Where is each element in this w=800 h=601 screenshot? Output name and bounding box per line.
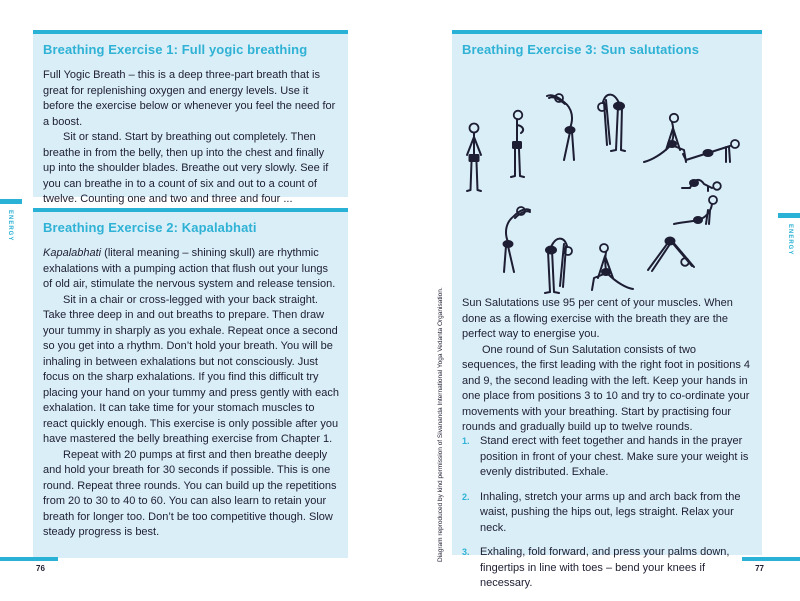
- exercise3-title: Breathing Exercise 3: Sun salutations: [462, 42, 700, 57]
- step-number: 3.: [462, 547, 470, 557]
- energy-tab-label-left: ENERGY: [7, 210, 13, 242]
- step-text: Stand erect with feet together and hands in the prayer position in front of your chest. Make sure your weight is evenly distributed. Exhale.: [480, 435, 749, 478]
- sun-salutation-diagram: [454, 62, 760, 294]
- folio-bar-left: [0, 557, 58, 561]
- exercise1-title: Breathing Exercise 1: Full yogic breathing: [43, 42, 308, 57]
- exercise2-italic-lead: Kapalabhati: [43, 247, 102, 259]
- exercise2-paragraph-rest: (literal meaning – shining skull) are rhythmic exhalations with a pumping action that flush out your lungs of old air, stimulate the nervous system and release tension.: [43, 247, 336, 290]
- step-number: 2.: [462, 491, 470, 502]
- exercise3-body: [462, 296, 754, 436]
- callout-breathing-exercise-2: [33, 208, 348, 558]
- step-text: Inhaling, stretch your arms up and arch back from the waist, pushing the hips out, legs straight. Relax your neck.: [480, 490, 741, 534]
- page-number-right: 77: [755, 564, 764, 573]
- exercise3-steps: [462, 434, 758, 601]
- exercise2-paragraph: Repeat with 20 pumps at first and then breathe deeply and hold your breath for 30 seconds if possible. This is one round. Repeat three rounds. You can build up the repetitions from 20 to 30 to 40 to 60. You can also learn to retain your breath for longer too. Don’t be too competitive though. Slow steady progress is best.: [43, 448, 337, 538]
- energy-tab-bar-right: [778, 213, 800, 218]
- exercise3-paragraph: Sun Salutations use 95 per cent of your muscles. When done as a flowing exercise with the breath they are the perfect way to energise you.: [462, 297, 733, 340]
- diagram-credit: Diagram reproduced by kind permission of Sivananda International Yoga Vedanta Organisation.: [437, 287, 444, 562]
- step-text: Exhaling, fold forward, and press your palms down, fingertips in line with toes – bend your knees if necessary.: [480, 546, 730, 589]
- step-item: [462, 434, 758, 481]
- step-number: 1.: [462, 436, 470, 446]
- step-item: [462, 490, 758, 537]
- exercise3-paragraph: One round of Sun Salutation consists of two sequences, the first leading with the right foot in positions 4 and 9, the second leading with the left. Keep your hands in one place from positions 3 to 10 and try to co-ordinate your movements with your breathing. Start by practising four rounds and gradually build up to twelve rounds.: [462, 343, 751, 433]
- step-item: [462, 545, 758, 592]
- callout-breathing-exercise-1: [33, 30, 348, 205]
- exercise1-paragraph: Sit or stand. Start by breathing out completely. Then breathe in from the belly, then up into the chest and finally up into the shoulder blades. Breathe out very slowly. See if you can breathe in to a count of six and out to a count of twelve. Counting one and two and three and four ...: [43, 131, 329, 205]
- energy-tab-bar-left: [0, 199, 22, 204]
- exercise2-paragraph: Sit in a chair or cross-legged with your back straight. Take three deep in and out breaths to prepare. Then draw your tummy in sharply as you exhale. Repeat once a second so you get into a rhythm. Don’t hold your breath. You will be inhaling in between exhalations but not consciously. Just focus on the sharp exhalations. If you find this difficult try placing your hand on your tummy and press gently with each exhalation. It can take time for your stomach muscles to react quickly enough. This exercise is only possible after you have mastered the belly breathing exercise from Chapter 1.: [43, 293, 339, 445]
- exercise1-paragraph: Full Yogic Breath – this is a deep three-part breath that is great for replenishing oxygen and energy levels. Use it before the exercise below or whenever you feel the need for a boost.: [43, 69, 336, 128]
- exercise2-paragraph: [43, 246, 339, 293]
- exercise2-body: [43, 246, 339, 541]
- folio-bar-right: [742, 557, 800, 561]
- page-number-left: 76: [36, 564, 45, 573]
- exercise2-title: Breathing Exercise 2: Kapalabhati: [43, 220, 257, 235]
- exercise1-body: [43, 68, 339, 208]
- energy-tab-label-right: ENERGY: [787, 224, 793, 256]
